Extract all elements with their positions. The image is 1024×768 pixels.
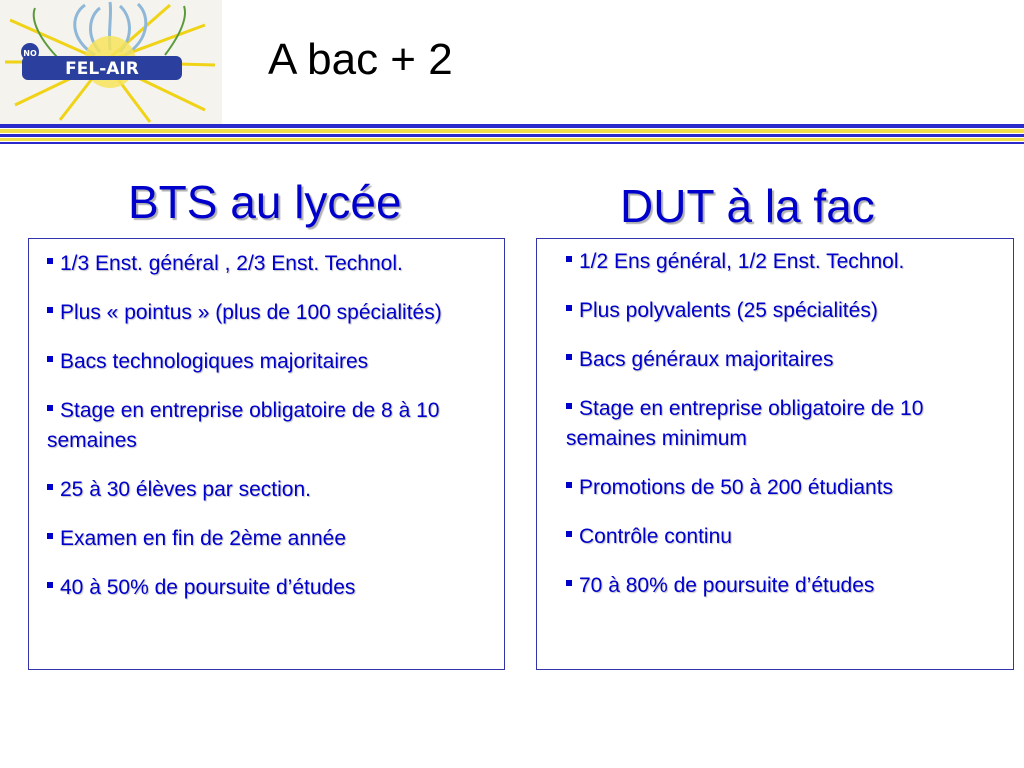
bullet-square-icon	[566, 531, 572, 537]
dut-item: Contrôle continu	[566, 522, 1003, 552]
logo-image	[0, 0, 222, 124]
bullet-square-icon	[566, 482, 572, 488]
header-rule-blue-3	[0, 142, 1024, 144]
svg-text:NO: NO	[23, 49, 37, 58]
dut-item: Bacs généraux majoritaires	[566, 345, 1003, 375]
bts-item: Stage en entreprise obligatoire de 8 à 10 semaines	[47, 399, 440, 452]
dut-item: Stage en entreprise obligatoire de 10 semaines minimum	[566, 397, 924, 450]
dut-box	[536, 238, 1014, 670]
bullet-square-icon	[566, 256, 572, 262]
bullet-square-icon	[566, 403, 572, 409]
bts-item: Bacs technologiques majoritaires	[47, 347, 494, 377]
bullet-square-icon	[47, 533, 53, 539]
dut-item: 70 à 80% de poursuite d’études	[566, 571, 1003, 601]
bullet-square-icon	[47, 307, 53, 313]
heading-bts: BTS au lycée	[128, 176, 402, 228]
bts-item: Examen en fin de 2ème année	[47, 524, 494, 554]
bullet-square-icon	[47, 405, 53, 411]
bts-item: Plus « pointus » (plus de 100 spécialités)	[47, 298, 494, 328]
bts-item: 40 à 50% de poursuite d’études	[47, 573, 494, 603]
bullet-square-icon	[47, 484, 53, 490]
bts-box	[28, 238, 505, 670]
dut-item: Plus polyvalents (25 spécialités)	[566, 296, 1003, 326]
page-title: A bac + 2	[268, 35, 453, 84]
header-rule-yellow-1	[0, 129, 1024, 133]
dut-item: Promotions de 50 à 200 étudiants	[566, 473, 1003, 503]
bullet-square-icon	[47, 258, 53, 264]
bullet-square-icon	[566, 354, 572, 360]
bts-item: 25 à 30 élèves par section.	[47, 475, 494, 505]
dut-item: 1/2 Ens général, 1/2 Enst. Technol.	[566, 247, 1003, 277]
header-rule-blue-2	[0, 134, 1024, 137]
header-rule-yellow-2	[0, 138, 1024, 141]
bullet-square-icon	[566, 580, 572, 586]
bullet-square-icon	[566, 305, 572, 311]
logo	[0, 0, 222, 124]
header-rule-blue-1	[0, 124, 1024, 128]
bullet-square-icon	[47, 356, 53, 362]
heading-dut: DUT à la fac	[620, 180, 875, 232]
bts-item: 1/3 Enst. général , 2/3 Enst. Technol.	[47, 249, 494, 279]
svg-text:FEL-AIR: FEL-AIR	[65, 59, 139, 79]
bullet-square-icon	[47, 582, 53, 588]
